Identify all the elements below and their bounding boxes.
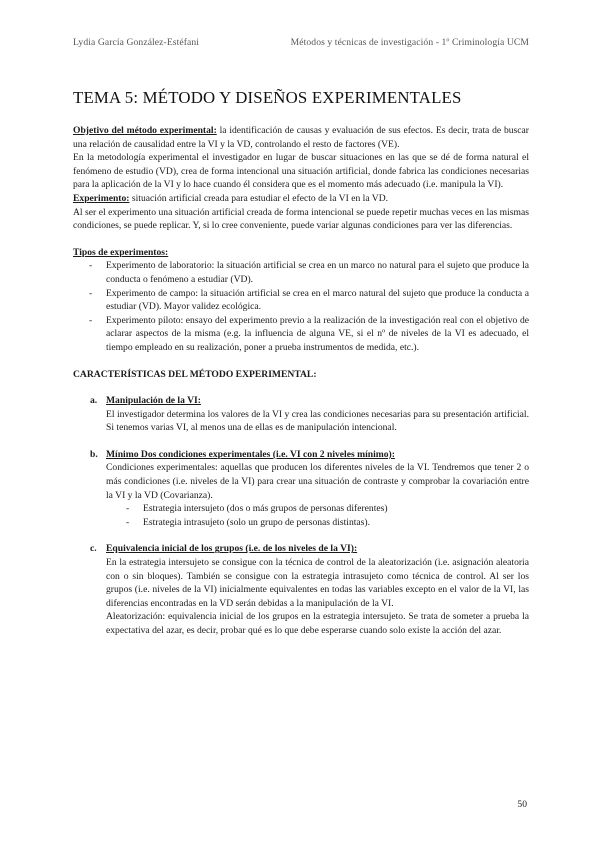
objetivo-paragraph — [73, 124, 529, 151]
item-text: En la estrategia intersujeto se consigue con la técnica de control de la aleatorización (i.e. asignación aleatoria con o sin bloques). También se consigue con la estrategia intrasujeto como técnica de control. Al ser los grupos (i.e. niveles de la VI) inicialmente equivalentes en todas las variables excepto en el valor de la VI, las diferencias encontradas en la VD serán debidas a la manipulación de la VI. — [106, 557, 529, 609]
objetivo-text: la identificación de causas y evaluación de sus efectos. Es decir, trata de buscar una relación de causalidad entre la VI y la VD, controlando el resto de factores (VE). — [73, 125, 529, 150]
tipos-heading: Tipos de experimentos: — [73, 246, 169, 258]
header-course: Métodos y técnicas de investigación - 1º Criminología UCM — [290, 37, 529, 48]
list-marker: - — [126, 503, 130, 515]
list-item-text: Experimento piloto: ensayo del experimento previo a la realización de la investigación real con el objetivo de aclarar aspectos de la misma (e.g. la influencia de alguna VE, si el nº de niveles de la VI es adecuado, el tiempo empleado en su realización, poner a prueba instrumentos de medida, etc.). — [106, 314, 529, 353]
list-item — [73, 259, 529, 286]
experimento-paragraph — [73, 192, 529, 206]
replica-paragraph: Al ser el experimento una situación artificial creada de forma intencional se puede repetir muchas veces en las mismas condiciones, se puede replicar. Y, si lo cree conveniente, puede variar algunas condiciones para ver las diferencias. — [73, 206, 529, 232]
item-marker: c. — [90, 543, 97, 555]
characteristic-b — [73, 448, 529, 530]
list-marker: - — [126, 516, 130, 528]
list-item — [73, 314, 529, 355]
item-text: Condiciones experimentales: aquellas que producen los diferentes niveles de la VI. Tendremos que tener 2 o más condiciones (i.e. niveles de la VI) para crear una situación de contraste y comprobar la covariación entre la VI y la VD (Covarianza). — [106, 462, 529, 501]
list-item-text: Experimento de campo: la situación artificial se crea en el marco natural del sujeto que produce la conducta a estudiar (VD). Mayor validez ecológica. — [106, 287, 529, 313]
experimento-label: Experimento: — [73, 192, 130, 204]
sub-item-text: Estrategia intersujeto (dos o más grupos de personas diferentes) — [143, 503, 388, 515]
item-marker: b. — [90, 448, 98, 460]
objetivo-label: Objetivo del método experimental: — [73, 125, 217, 136]
list-marker: - — [89, 314, 93, 326]
sub-item-text: Estrategia intrasujeto (solo un grupo de personas distintas). — [143, 516, 371, 528]
list-marker: - — [89, 260, 93, 272]
page-title: TEMA 5: MÉTODO Y DISEÑOS EXPERIMENTALES — [73, 88, 462, 107]
metodologia-paragraph: En la metodología experimental el investigador en lugar de buscar situaciones en las que se dé de forma natural el fenómeno de estudio (VD), crea de forma intencional una situación artificial, donde fabrica las condiciones necesarias para la aplicación de la VI y lo hace cuando él considera que es el momento más adecuado (i.e. manipula la VI). — [73, 152, 529, 191]
item-text: El investigador determina los valores de la VI y crea las condiciones necesarias para su presentación artificial. Si tenemos varias VI, al menos una de ellas es de manipulación intencional. — [106, 408, 529, 434]
list-marker: - — [89, 287, 93, 299]
item-title: Mínimo Dos condiciones experimentales (i.e. VI con 2 niveles mínimo): — [106, 448, 395, 460]
header-author: Lydia García González-Estéfani — [73, 37, 200, 48]
sub-list-item — [73, 516, 529, 530]
item-marker: a. — [90, 395, 98, 407]
list-item-text: Experimento de laboratorio: la situación artificial se crea en un marco no natural para el sujeto que produce la conducta o fenómeno a estudiar (VD). — [106, 260, 529, 285]
item-title: Equivalencia inicial de los grupos (i.e. de los niveles de la VI): — [106, 543, 358, 555]
sub-list-item — [73, 502, 529, 516]
caracteristicas-heading: CARACTERÍSTICAS DEL MÉTODO EXPERIMENTAL: — [73, 368, 317, 380]
characteristic-c — [73, 542, 529, 637]
experimento-text: situación artificial creada para estudiar el efecto de la VI en la VD. — [129, 192, 389, 204]
item-text-aleatorizacion: Aleatorización: equivalencia inicial de los grupos en la estrategia intersujeto. Se trata de someter a prueba la expectativa del azar, es decir, probar qué es lo que debe esperarse cuando solo existe la acción del azar. — [106, 611, 529, 636]
characteristic-a — [73, 394, 529, 435]
page-number: 50 — [517, 799, 527, 810]
list-item — [73, 287, 529, 314]
item-title: Manipulación de la VI: — [106, 395, 201, 407]
document-body — [73, 124, 529, 638]
